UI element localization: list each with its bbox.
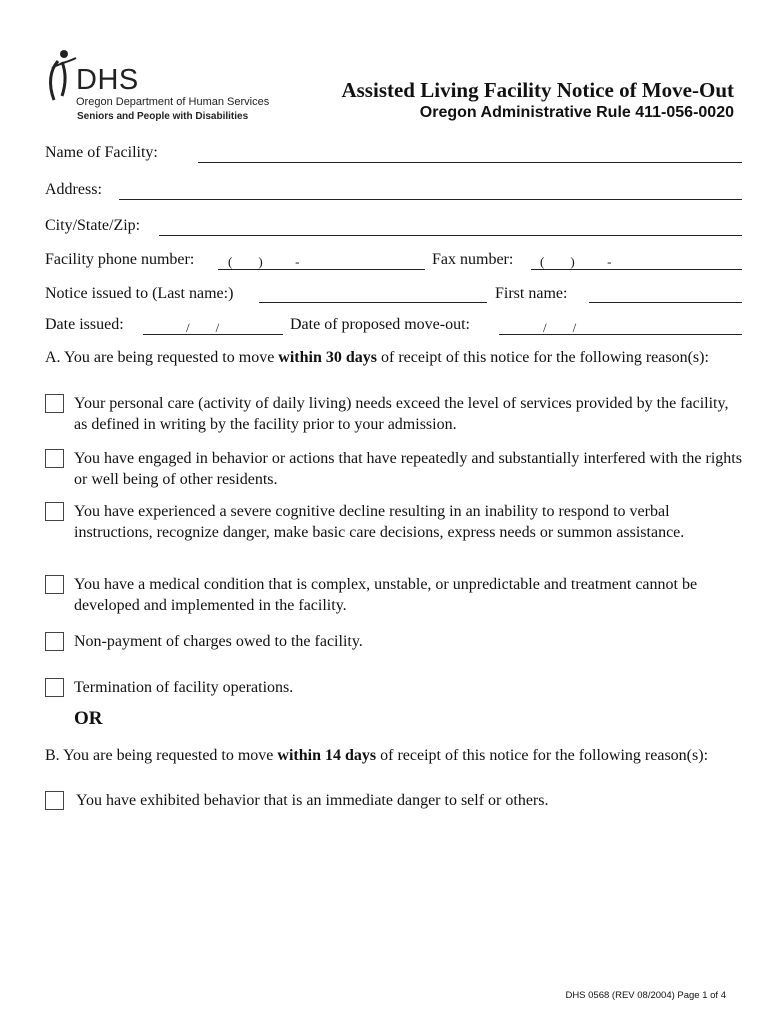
reason-care-needs: Your personal care (activity of daily living) needs exceed the level of services provided by the facility, as defined in writing by the facility prior to your admission. [74,395,729,433]
or-divider: OR [74,708,103,729]
facility-name-field[interactable] [198,162,742,163]
reason-non-payment: Non-payment of charges owed to the facility. [74,633,363,650]
reason-checkbox-cognitive-decline[interactable] [45,502,64,521]
last-name-label: Notice issued to (Last name:) [45,285,234,302]
reason-checkbox-behavior[interactable] [45,449,64,468]
phone-template: ( ) - [228,254,300,269]
dhs-logo-figure-icon [44,48,78,104]
address-field[interactable] [119,199,742,200]
facility-phone-label: Facility phone number: [45,251,195,268]
reason-checkbox-non-payment[interactable] [45,632,64,651]
move-out-date-label: Date of proposed move-out: [290,316,470,333]
reason-checkbox-immediate-danger[interactable] [45,791,64,810]
address-label: Address: [45,181,102,198]
form-subtitle: Oregon Administrative Rule 411-056-0020 [419,104,734,121]
first-name-label: First name: [495,285,568,302]
division-name: Seniors and People with Disabilities [77,111,249,122]
reason-immediate-danger: You have exhibited behavior that is an immediate danger to self or others. [76,792,549,809]
form-footer: DHS 0568 (REV 08/2004) Page 1 of 4 [565,990,726,1001]
reason-checkbox-care-needs[interactable] [45,394,64,413]
section-a-intro: A. You are being requested to move within 30 days of receipt of this notice for the following reason(s): [45,349,709,366]
move-out-date-field[interactable] [499,334,742,335]
reason-behavior: You have engaged in behavior or actions that have repeatedly and substantially interfered with the rights or well being of other residents. [74,450,742,488]
first-name-field[interactable] [589,302,742,303]
fax-label: Fax number: [432,251,514,268]
department-name: Oregon Department of Human Services [76,96,270,108]
date-issued-template: / / [186,320,220,335]
form-title: Assisted Living Facility Notice of Move-Out [341,78,734,102]
last-name-field[interactable] [259,302,487,303]
logo-text: DHS [76,64,139,96]
reason-termination: Termination of facility operations. [74,679,294,696]
reason-checkbox-medical-condition[interactable] [45,575,64,594]
date-issued-label: Date issued: [45,316,124,333]
reason-checkbox-termination[interactable] [45,678,64,697]
reason-cognitive-decline: You have experienced a severe cognitive decline resulting in an inability to respond to verbal instructions, recognize danger, make basic care decisions, express needs or summon assistance. [74,503,685,541]
date-issued-field[interactable] [143,334,283,335]
city-state-zip-field[interactable] [159,235,742,236]
section-b-intro: B. You are being requested to move within 14 days of receipt of this notice for the following reason(s): [45,747,709,764]
city-state-zip-label: City/State/Zip: [45,217,141,234]
facility-name-label: Name of Facility: [45,144,158,161]
fax-template: ( ) - [540,254,612,269]
facility-phone-field[interactable] [218,269,425,270]
move-out-date-template: / / [543,320,577,335]
fax-number-field[interactable] [531,269,742,270]
reason-medical-condition: You have a medical condition that is complex, unstable, or unpredictable and treatment cannot be developed and implemented in the facility. [74,576,698,614]
